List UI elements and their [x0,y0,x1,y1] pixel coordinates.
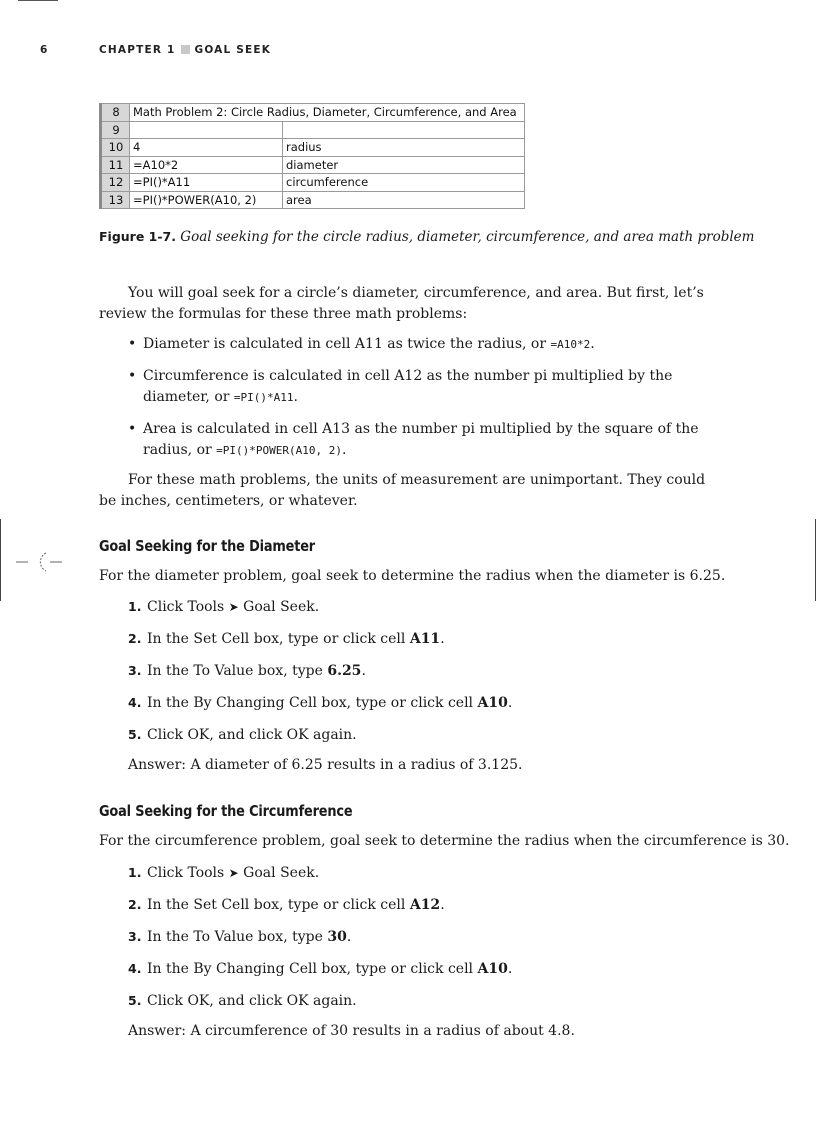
sheet-cell: =A10*2 [130,156,283,174]
circumference-lead: For the circumference problem, goal seek to determine the radius when the circumference is 30. [99,833,790,849]
list-item: 1. Click Tools ➤ Goal Seek. [128,865,320,881]
row-header: 12 [101,174,130,192]
menu-arrow-icon: ➤ [228,866,239,880]
crop-mark-top [18,0,58,1]
sheet-row [101,104,525,122]
formula-code: =PI()*A11 [233,391,294,404]
circumference-answer: Answer: A circumference of 30 results in a radius of about 4.8. [128,1023,575,1039]
row-header: 11 [101,156,130,174]
list-item: 2. In the Set Cell box, type or click cell A12. [128,897,445,913]
formula-code: =PI()*POWER(A10, 2) [216,444,342,457]
intro-paragraph-block [99,283,719,325]
intro-paragraph: You will goal seek for a circle’s diameter, circumference, and area. But first, let’s review the formulas for these three math problems: [99,285,704,322]
list-item: • Circumference is calculated in cell A12 as the number pi multiplied by the diameter, or =PI()*A11. [128,368,673,405]
list-item: 3. In the To Value box, type 30. [128,929,352,945]
formula-code: =A10*2 [550,338,591,351]
row-header: 8 [101,104,130,122]
spreadsheet-figure [99,103,525,209]
row-header: 13 [101,191,130,209]
registration-mark-icon [16,550,62,574]
list-item: 5. Click OK, and click OK again. [128,993,357,1009]
list-item: • Diameter is calculated in cell A11 as twice the radius, or =A10*2. [127,334,717,355]
section-heading-circumference: Goal Seeking for the Circumference [99,802,353,820]
list-item: 1. Click Tools ➤ Goal Seek. [128,599,320,615]
sheet-row [101,121,525,139]
sheet-cell: area [283,191,525,209]
diameter-answer: Answer: A diameter of 6.25 results in a radius of 3.125. [128,757,523,773]
row-header: 9 [101,121,130,139]
sheet-row [101,156,525,174]
caption-text: Goal seeking for the circle radius, diameter, circumference, and area math problem [180,229,755,245]
list-item: 2. In the Set Cell box, type or click cell A11. [128,631,445,647]
list-item: 3. In the To Value box, type 6.25. [128,663,366,679]
circumference-steps [128,863,512,1023]
sheet-cell: Math Problem 2: Circle Radius, Diameter, Circumference, and Area [130,104,525,122]
sheet-cell: circumference [283,174,525,192]
row-header: 10 [101,139,130,157]
bullet-icon: • [128,336,137,352]
crop-mark-left [0,519,1,601]
separator-square-icon [181,45,190,54]
sheet-cell [130,121,283,139]
formula-bullet-list [127,334,717,461]
diameter-steps [128,597,512,757]
chapter-title: CHAPTER 1 GOAL SEEK [99,44,272,56]
sheet-cell: =PI()*A11 [130,174,283,192]
section-heading-diameter: Goal Seeking for the Diameter [99,537,316,555]
bullet-icon: • [128,421,137,437]
caption-label: Figure 1-7. [99,229,176,244]
list-item: 4. In the By Changing Cell box, type or click cell A10. [128,695,513,711]
units-paragraph: For these math problems, the units of measurement are unimportant. They could be inches, centimeters, or whatever. [99,472,706,509]
diameter-lead: For the diameter problem, goal seek to determine the radius when the diameter is 6.25. [99,568,726,584]
list-item: • Area is calculated in cell A13 as the number pi multiplied by the square of the radius, or =PI()*POWER(A10, 2). [128,421,699,458]
figure-caption [99,229,754,245]
sheet-cell [283,121,525,139]
menu-arrow-icon: ➤ [228,600,239,614]
bullet-icon: • [128,368,137,384]
sheet-cell: =PI()*POWER(A10, 2) [130,191,283,209]
sheet-row [101,191,525,209]
sheet-cell: radius [283,139,525,157]
page-number: 6 [40,44,49,56]
units-paragraph-block [99,470,719,512]
sheet-row [101,139,525,157]
sheet-row [101,174,525,192]
sheet-cell: 4 [130,139,283,157]
sheet-cell: diameter [283,156,525,174]
list-item: 5. Click OK, and click OK again. [128,727,357,743]
list-item: 4. In the By Changing Cell box, type or click cell A10. [128,961,513,977]
